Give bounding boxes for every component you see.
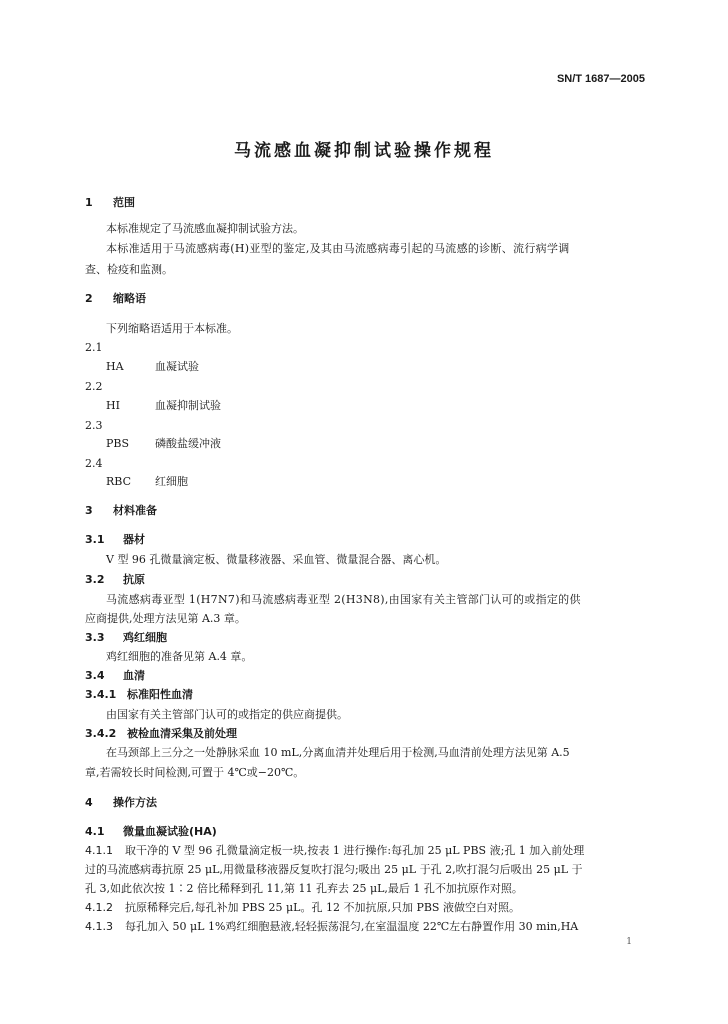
clause — [85, 844, 584, 858]
page-number: 1 — [626, 937, 632, 947]
section-number: 4 — [85, 796, 93, 809]
abbreviation-definition: 血凝抑制试验 — [155, 399, 221, 412]
abbreviation: HI — [106, 399, 120, 412]
clause-number: 4.1.2 — [85, 901, 113, 914]
clause-number: 2.1 — [85, 341, 103, 354]
clause-number: 2.4 — [85, 457, 103, 470]
clause-text: 取干净的 V 型 96 孔微量滴定板一块,按表 1 进行操作:每孔加 25 μL PBS 液;孔 1 加入前处理 — [125, 844, 585, 857]
clause — [85, 920, 578, 934]
subsection-number: 3.4.2 — [85, 727, 117, 740]
paragraph: 本标准适用于马流感病毒(H)亚型的鉴定,及其由马流感病毒引起的马流感的诊断、流行病学调 — [106, 242, 570, 255]
clause-number: 2.3 — [85, 419, 103, 432]
clause-text: 抗原稀释完后,每孔补加 PBS 25 μL。孔 12 不加抗原,只加 PBS 液做空白对照。 — [125, 901, 520, 914]
paragraph-continued: 过的马流感病毒抗原 25 μL,用微量移液器反复吹打混匀;吸出 25 μL 于孔 2,吹打混匀后吸出 25 μL 于 — [85, 863, 583, 876]
subsection-heading — [85, 669, 145, 683]
section-1-heading — [85, 196, 135, 210]
section-title: 材料准备 — [113, 504, 157, 517]
abbreviation: RBC — [106, 475, 131, 488]
subsection-heading — [85, 825, 217, 839]
subsection-number: 3.3 — [85, 631, 105, 644]
paragraph: 本标准规定了马流感血凝抑制试验方法。 — [106, 222, 304, 235]
subsection-number: 3.4.1 — [85, 688, 117, 701]
clause-number: 2.2 — [85, 380, 103, 393]
section-4-heading — [85, 796, 157, 810]
subsection-number: 3.1 — [85, 533, 105, 546]
section-number: 1 — [85, 196, 93, 209]
paragraph: V 型 96 孔微量滴定板、微量移液器、采血管、微量混合器、离心机。 — [106, 553, 447, 566]
section-2-heading — [85, 292, 146, 306]
paragraph: 下列缩略语适用于本标准。 — [106, 322, 238, 335]
subsection-title: 标准阳性血清 — [127, 688, 193, 701]
clause-number: 4.1.3 — [85, 920, 113, 933]
section-title: 操作方法 — [113, 796, 157, 809]
subsection-title: 血清 — [123, 669, 145, 682]
subsection-heading — [85, 533, 145, 547]
section-3-heading — [85, 504, 157, 518]
paragraph-continued: 章,若需较长时间检测,可置于 4℃或−20℃。 — [85, 766, 305, 779]
subsection-title: 被检血清采集及前处理 — [127, 727, 237, 740]
subsection-heading — [85, 727, 237, 741]
paragraph-continued: 应商提供,处理方法见第 A.3 章。 — [85, 612, 246, 625]
abbreviation-definition: 磷酸盐缓冲液 — [155, 437, 221, 450]
subsection-title: 鸡红细胞 — [123, 631, 167, 644]
paragraph: 在马颈部上三分之一处静脉采血 10 mL,分离血清并处理后用于检测,马血清前处理方法见第 A.5 — [106, 746, 570, 759]
standard-number: SN/T 1687—2005 — [556, 73, 645, 85]
abbreviation: PBS — [106, 437, 130, 450]
section-title: 缩略语 — [113, 292, 146, 305]
subsection-title: 抗原 — [123, 573, 145, 586]
clause-text: 每孔加入 50 μL 1%鸡红细胞悬液,轻轻振荡混匀,在室温温度 22℃左右静置作用 30 min,HA — [125, 920, 579, 933]
paragraph-continued: 孔 3,如此依次按 1∶2 倍比稀释到孔 11,第 11 孔弃去 25 μL,最后 1 孔不加抗原作对照。 — [85, 882, 523, 895]
subsection-heading — [85, 631, 167, 645]
subsection-title: 器材 — [123, 533, 145, 546]
paragraph: 鸡红细胞的准备见第 A.4 章。 — [106, 650, 253, 663]
document-title: 马流感血凝抑制试验操作规程 — [234, 141, 494, 161]
section-number: 3 — [85, 504, 93, 517]
abbreviation-definition: 血凝试验 — [155, 360, 199, 373]
subsection-heading — [85, 573, 145, 587]
section-title: 范围 — [113, 196, 135, 209]
subsection-number: 3.4 — [85, 669, 105, 682]
clause — [85, 901, 520, 915]
abbreviation-definition: 红细胞 — [155, 475, 188, 488]
section-number: 2 — [85, 292, 93, 305]
clause-number: 4.1.1 — [85, 844, 113, 857]
abbreviation: HA — [106, 360, 124, 373]
subsection-number: 3.2 — [85, 573, 105, 586]
paragraph-continued: 查、检疫和监测。 — [85, 263, 173, 276]
subsection-title: 微量血凝试验(HA) — [123, 825, 217, 838]
subsection-heading — [85, 688, 193, 702]
paragraph: 由国家有关主管部门认可的或指定的供应商提供。 — [106, 708, 348, 721]
subsection-number: 4.1 — [85, 825, 105, 838]
paragraph: 马流感病毒亚型 1(H7N7)和马流感病毒亚型 2(H3N8),由国家有关主管部门认可的或指定的供 — [106, 593, 581, 606]
